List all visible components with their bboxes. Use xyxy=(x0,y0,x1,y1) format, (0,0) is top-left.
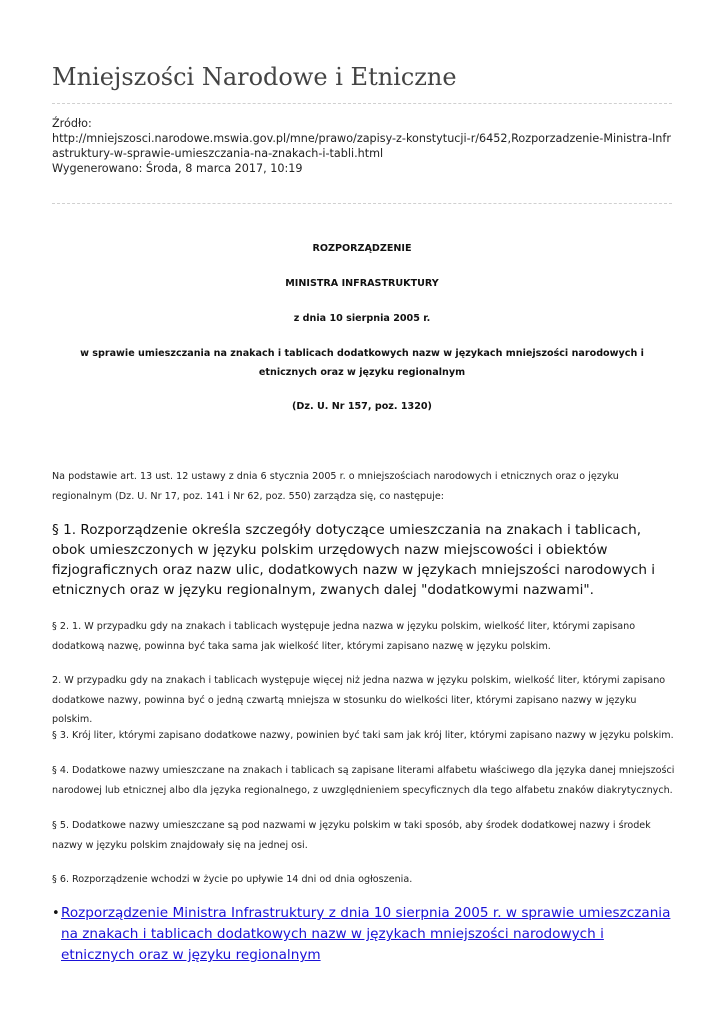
generated-date: Wygenerowano: Środa, 8 marca 2017, 10:19 xyxy=(52,162,303,175)
site-title: Mniejszości Narodowe i Etniczne xyxy=(52,63,457,91)
bullet-icon: • xyxy=(52,906,60,921)
paragraph-2-2: 2. W przypadku gdy na znakach i tablicach występuje więcej niż jedna nazwa w języku polskim, wielkość liter, którymi zapisano dodatkowe nazwy, powinna być o jedną czwartą mniejsza w stosunku do wielkości liter, którymi zapisano nazwy w języku polskim. xyxy=(52,675,666,725)
attachment-link[interactable]: Rozporządzenie Ministra Infrastruktury z dnia 10 sierpnia 2005 r. w sprawie umieszczania na znakach i tablicach dodatkowych nazw w językach mniejszości narodowych i etnicznych oraz w języku regionalnym xyxy=(61,905,671,963)
paragraph-6: § 6. Rozporządzenie wchodzi w życie po upływie 14 dni od dnia ogłoszenia. xyxy=(52,874,413,885)
subject-heading: w sprawie umieszczania na znakach i tablicach dodatkowych nazw w językach mniejszości narodowych i etnicznych oraz w języku regionalnym xyxy=(80,348,644,378)
doc-type-heading: ROZPORZĄDZENIE xyxy=(312,243,412,254)
source-info xyxy=(52,116,674,176)
header-divider xyxy=(52,103,672,104)
paragraph-3: § 3. Krój liter, którymi zapisano dodatkowe nazwy, powinien być taki sam jak krój liter, którymi zapisano nazwy w języku polskim. xyxy=(52,730,674,741)
issuer-heading: MINISTRA INFRASTRUKTURY xyxy=(285,278,439,289)
source-label: Źródło: xyxy=(52,117,92,130)
source-url: http://mniejszosci.narodowe.mswia.gov.pl/mne/prawo/zapisy-z-konstytucji-r/6452,Rozporzadzenie-Ministra-Infrastruktury-w-sprawie-umieszczania-na-znakach-i-tabli.html xyxy=(52,132,671,160)
paragraph-5: § 5. Dodatkowe nazwy umieszczane są pod nazwami w języku polskim w taki sposób, aby środek dodatkowej nazwy i środek nazwy w języku polskim znajdowały się na jednej osi. xyxy=(52,820,651,851)
journal-reference: (Dz. U. Nr 157, poz. 1320) xyxy=(292,401,432,412)
paragraph-4: § 4. Dodatkowe nazwy umieszczane na znakach i tablicach są zapisane literami alfabetu właściwego dla języka danej mniejszości narodowej lub etnicznej albo dla języka regionalnego, z uwzględnieniem specyficznych dla tego alfabetu znaków diakrytycznych. xyxy=(52,765,675,796)
preamble: Na podstawie art. 13 ust. 12 ustawy z dnia 6 stycznia 2005 r. o mniejszościach narodowych i etnicznych oraz o języku regionalnym (Dz. U. Nr 17, poz. 141 i Nr 62, poz. 550) zarządza się, co następuje: xyxy=(52,471,619,502)
paragraph-2-1: § 2. 1. W przypadku gdy na znakach i tablicach występuje jedna nazwa w języku polskim, wielkość liter, którymi zapisano dodatkową nazwę, powinna być taka sama jak wielkość liter, którymi zapisano nazwę w języku polskim. xyxy=(52,621,636,652)
paragraph-1: § 1. Rozporządzenie określa szczegóły dotyczące umieszczania na znakach i tablicach, obok umieszczonych w języku polskim urzędowych nazw miejscowości i obiektów fizjograficznych oraz nazw ulic, dodatkowych nazw w językach mniejszości narodowych i etnicznych oraz w języku regionalnym, zwanych dalej "dodatkowymi nazwami". xyxy=(52,522,656,598)
attachment-list-item xyxy=(52,903,676,966)
meta-divider xyxy=(52,203,672,204)
date-heading: z dnia 10 sierpnia 2005 r. xyxy=(293,313,431,324)
